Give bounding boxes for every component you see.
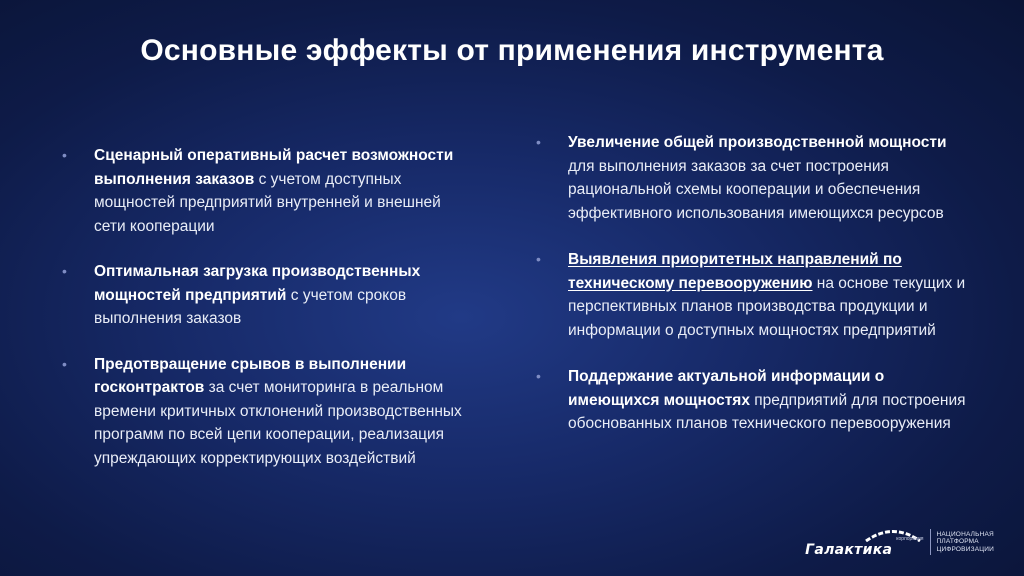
bullet-marker: • [62,355,67,372]
bullet-marker: • [536,368,541,384]
bullet-text: на основе текущих и перспективных планов производства продукции и информации о доступных мощностях предприятий [568,274,966,339]
bullet-marker: • [62,263,67,279]
bullet-text: с учетом сроков выполнения заказов [94,286,407,327]
left-bullet-list [62,144,472,492]
slide-title: Основные эффекты от применения инструмента [140,34,884,67]
bullet-text: за счет мониторинга в реальном времени критичных отклонений производственных программ по всей цепи кооперации, реализация упреждающих корректирующих воздействий [94,379,462,467]
logo-caption-line: ЦИФРОВИЗАЦИИ [936,545,994,553]
bullet-bold-text: Сценарный оперативный расчет возможности выполнения заказов [94,147,454,188]
bullet-marker: • [62,147,67,163]
bullet-bold-text: Увеличение общей производственной мощности [568,134,947,151]
bullet-item [62,353,472,471]
bullet-item [536,131,976,225]
bullet-bold-text: Выявления приоритетных направлений по техническому перевооружению [568,251,902,292]
logo-divider [930,529,931,555]
bullet-text: предприятий для построения обоснованных планов технического перевооружения [568,391,966,432]
bullet-text: с учетом доступных мощностей предприятий внутренней и внешней сети кооперации [94,170,441,235]
bullet-bold-text: Оптимальная загрузка производственных мощностей предприятий [94,263,421,304]
bullet-text: для выполнения заказов за счет построения рациональной схемы кооперации и обеспечения эффективного использования имеющихся ресурсов [568,157,944,222]
bullet-item [62,260,472,331]
logo-superscript: корпорация [896,536,924,542]
logo-caption-line: НАЦИОНАЛЬНАЯ [936,530,994,538]
logo-mark [805,526,923,558]
bullet-bold-text: Поддержание актуальной информации о имеющихся мощностях [568,368,885,409]
logo-caption [937,531,995,554]
logo-wordmark [805,536,924,558]
bullet-item [536,365,976,436]
bullet-marker: • [536,134,541,150]
logo-word: Галактика [805,542,893,558]
bullet-bold-text: Предотвращение срывов в выполнении госконтрактов [94,355,407,396]
logo-caption-line: ПЛАТФОРМА [936,538,979,546]
bullet-item [536,248,976,342]
bullet-marker: • [536,251,541,267]
company-logo [805,526,994,558]
bullet-item [62,144,472,238]
right-bullet-list [536,131,976,459]
